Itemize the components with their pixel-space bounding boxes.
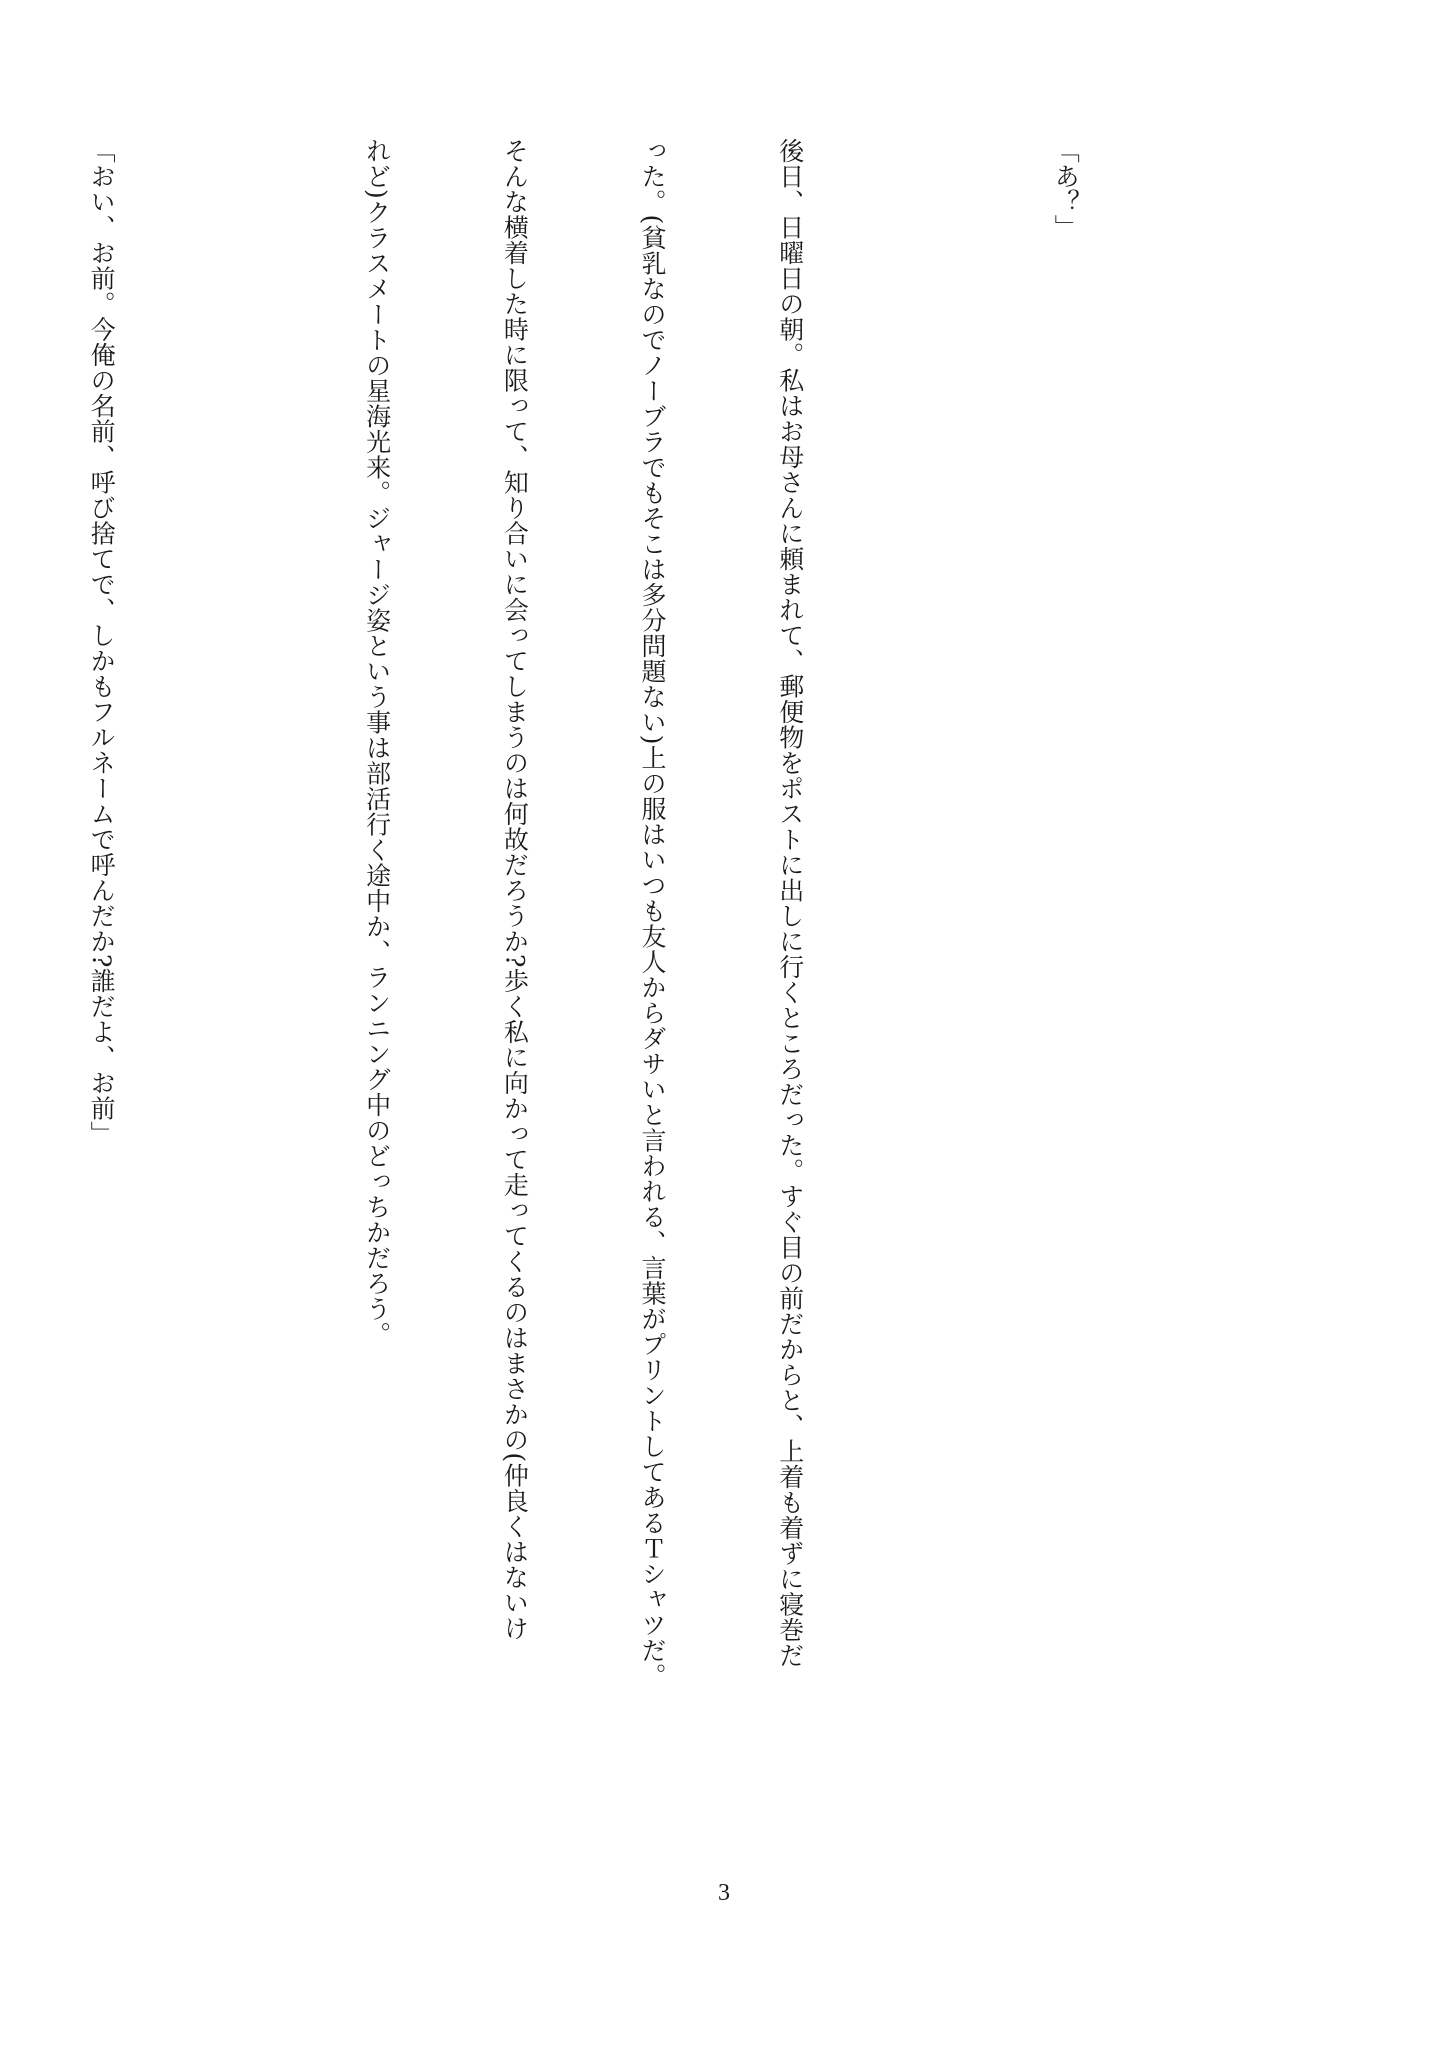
text-line: 後日、日曜日の朝。私はお母さんに頼まれて、郵便物をポストに出しに行くところだった。すぐ目の前だからと、上着も着ずに寝巻だ bbox=[775, 138, 805, 1668]
vertical-text-block bbox=[0, 138, 1180, 1798]
text-line: れど)クラスメートの星海光来。ジャージ姿という事は部活行く途中か、ランニング中のどっちかだろう。 bbox=[362, 138, 392, 1347]
blank-line bbox=[905, 138, 951, 1798]
text-line: そんな横着した時に限って、知り合いに会ってしまうのは何故だろうか?歩く私に向かって走ってくるのはまさかの(仲良くはないけ bbox=[500, 138, 530, 1642]
text-line: 「おい、お前。今俺の名前、呼び捨てで、しかもフルネームで呼んだか?誰だよ、お前」 bbox=[87, 138, 117, 1147]
blank-line bbox=[216, 138, 262, 1798]
text-line: 「あ？」 bbox=[1051, 138, 1081, 240]
text-line: った。(貧乳なのでノーブラでもそこは多分問題ない)上の服はいつも友人からダサいと言われる、言葉がプリントしてあるＴシャツだ。 bbox=[638, 138, 668, 1689]
page-number: 3 bbox=[718, 1880, 730, 1906]
